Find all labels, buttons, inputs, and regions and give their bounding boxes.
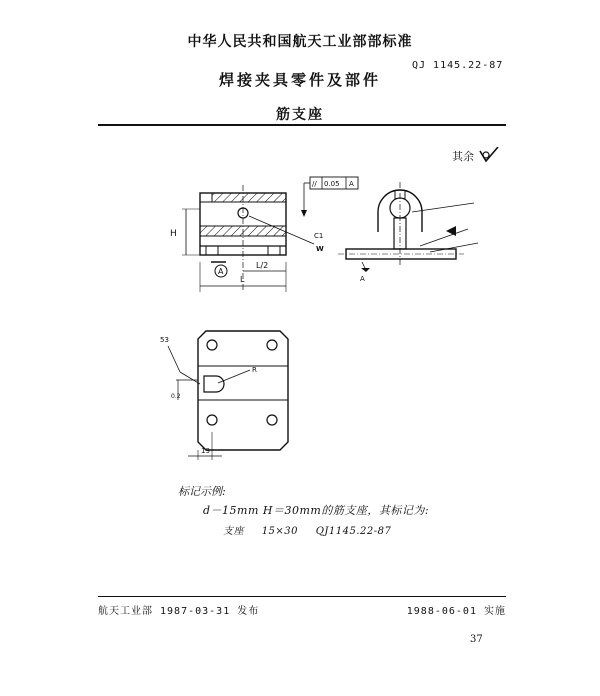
footer-rule	[98, 596, 506, 597]
front-section-view	[170, 177, 358, 292]
tolerance-symbol: //	[312, 180, 317, 188]
tolerance-datum: A	[349, 180, 354, 188]
tolerance-frame	[301, 177, 358, 217]
standard-number: QJ 1145.22-87	[412, 60, 504, 71]
plan-hole-tl	[207, 340, 217, 350]
plan-dim-label: 19	[201, 447, 210, 455]
tolerance-value: 0.05	[324, 180, 340, 188]
marking-example-line1: d－15mm H＝30mm的筋支座，其标记为:	[203, 504, 430, 517]
document-subtitle: 筋支座	[276, 107, 324, 123]
angle-dim-label: 53	[160, 336, 169, 344]
issue-date: 航天工业部 1987-03-31 发布	[98, 606, 260, 617]
marking-example-heading: 标记示例:	[178, 485, 226, 498]
marking-part-name: 支座	[223, 526, 244, 537]
plan-hole-bl	[207, 415, 217, 425]
side-web	[394, 218, 406, 249]
side-dim-label: 0.2	[171, 393, 181, 400]
effective-date: 1988-06-01 实施	[406, 606, 506, 617]
plan-hole-tr	[267, 340, 277, 350]
marking-part-size: 15×30	[261, 526, 299, 537]
weld-note: W	[316, 245, 324, 253]
page-number: 37	[470, 634, 483, 645]
length-dim-label: L	[240, 275, 245, 284]
view-a-label: A	[360, 275, 365, 283]
plan-slot	[204, 376, 224, 392]
datum-a-label: A	[218, 267, 224, 276]
document-title: 焊接夹具零件及部件	[218, 71, 381, 89]
height-dim-label: H	[170, 229, 177, 239]
side-view	[338, 182, 478, 283]
issuing-organization: 中华人民共和国航天工业部部标准	[187, 34, 413, 50]
marking-part-code: QJ1145.22-87	[315, 526, 392, 537]
front-hatch-top	[212, 193, 286, 202]
half-length-dim-label: L/2	[256, 261, 269, 270]
plan-view	[160, 331, 288, 460]
surface-roughness-label: 其余	[452, 150, 474, 163]
plan-hole-br	[267, 415, 277, 425]
chamfer-note: C1	[314, 232, 324, 240]
marking-example-line2	[223, 522, 391, 537]
radius-note: R	[252, 366, 257, 374]
